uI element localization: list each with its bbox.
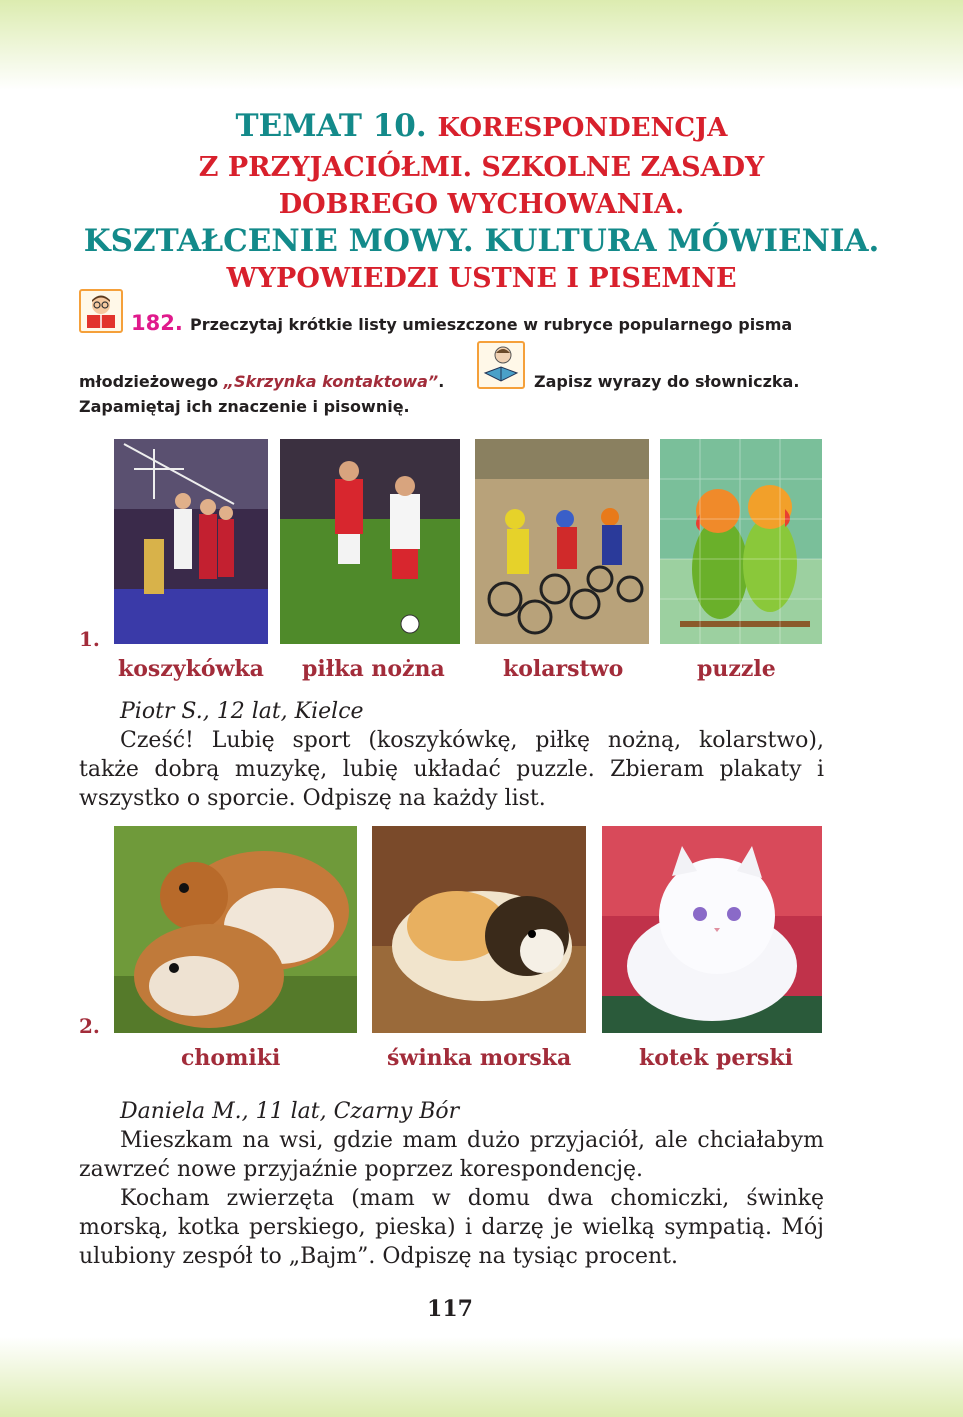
puzzle-parrots-photo — [660, 439, 822, 644]
letter-2-signature: Daniela M., 11 lat, Czarny Bór — [120, 1099, 460, 1124]
exercise-instruction-line-3: Zapisz wyrazy do słowniczka. — [534, 372, 800, 391]
title-line-4: KSZTAŁCENIE MOWY. KULTURA MÓWIENIA. — [83, 223, 880, 259]
letter-1-signature: Piotr S., 12 lat, Kielce — [120, 699, 364, 724]
caption-puzzle: puzzle — [697, 656, 776, 682]
dictionary-icon — [477, 341, 525, 389]
title-topic-label: TEMAT 10. — [235, 108, 438, 144]
caption-hamsters: chomiki — [181, 1045, 281, 1071]
basketball-photo — [114, 439, 268, 644]
guinea-pig-photo — [372, 826, 586, 1033]
magazine-name: „Skrzynka kontaktowa” — [223, 372, 439, 391]
bottom-band — [0, 1337, 963, 1417]
exercise-instruction-line-4: Zapamiętaj ich znaczenie i pisownię. — [79, 397, 410, 416]
page-number: 117 — [427, 1296, 473, 1322]
letter-2 — [79, 1097, 824, 1271]
section-1-number: 1. — [79, 627, 100, 651]
exercise-text-prefix: młodzieżowego — [79, 372, 224, 391]
exercise-text-dot: . — [438, 372, 445, 391]
caption-guinea-pig: świnka morska — [387, 1045, 572, 1071]
caption-basketball: koszykówka — [118, 656, 264, 682]
top-band — [0, 0, 963, 90]
title-line-2: Z PRZYJACIÓŁMI. SZKOLNE ZASADY — [198, 152, 765, 183]
title-line-3: DOBREGO WYCHOWANIA. — [278, 189, 685, 220]
caption-persian-kitten: kotek perski — [639, 1045, 793, 1071]
page-title — [0, 108, 963, 297]
caption-cycling: kolarstwo — [503, 656, 624, 682]
letter-1-text: Cześć! Lubię sport (koszykówkę, piłkę nożną, kolarstwo), także dobrą muzykę, lubię układać puzzle. Zbieram plakaty i wszystko o sporcie. Odpiszę na każdy list. — [79, 728, 824, 811]
hamsters-photo — [114, 826, 357, 1033]
title-line-5: WYPOWIEDZI USTNE I PISEMNE — [226, 263, 737, 294]
caption-football: piłka nożna — [302, 656, 445, 682]
letter-2-text-2: Kocham zwierzęta (mam w domu dwa chomiczki, świnkę morską, kotka perskiego, pieska) i darzę je wielką sympatią. Mój ulubiony zespół to „Bajm”. Odpiszę na tysiąc procent. — [79, 1186, 824, 1269]
cycling-photo — [475, 439, 649, 644]
letter-2-text-1: Mieszkam na wsi, gdzie mam dużo przyjaciół, ale chciałabym zawrzeć nowe przyjaźnie poprzez korespondencję. — [79, 1128, 824, 1182]
section-2-number: 2. — [79, 1014, 100, 1038]
exercise-instruction-line-2 — [79, 372, 444, 391]
persian-kitten-photo — [602, 826, 822, 1033]
reading-boy-icon — [79, 289, 123, 333]
exercise-number: 182. — [131, 311, 183, 335]
letter-1 — [79, 697, 824, 813]
football-photo — [280, 439, 460, 644]
exercise-instruction-line-1: Przeczytaj krótkie listy umieszczone w rubryce popularnego pisma — [190, 315, 793, 334]
title-line-1: KORESPONDENCJA — [437, 113, 728, 143]
